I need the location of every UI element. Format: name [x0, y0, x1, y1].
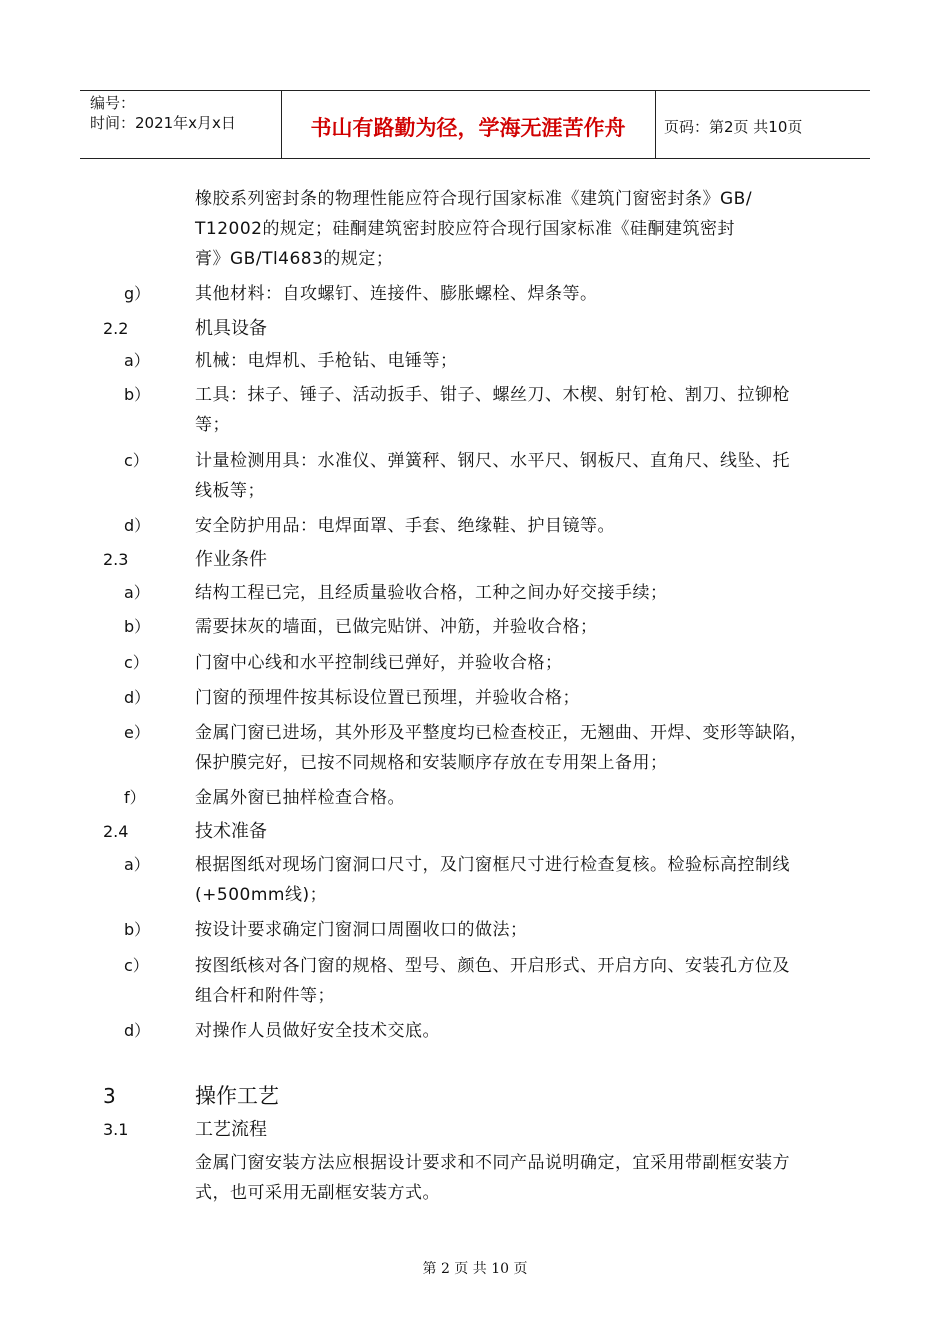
section-title: 机具设备 [195, 318, 267, 339]
section-title: 工艺流程 [195, 1119, 267, 1140]
header-left [90, 93, 236, 133]
item-label: c） [124, 653, 149, 672]
item-text: 门窗中心线和水平控制线已弹好，并验收合格； [195, 653, 563, 673]
item-text: 需要抹灰的墙面，已做完贴饼、冲筋，并验收合格； [195, 617, 598, 637]
item-label: g） [124, 284, 151, 303]
item-label: c） [124, 956, 149, 975]
item-text: (+500mm线)； [195, 885, 328, 905]
item-text: 按图纸核对各门窗的规格、型号、颜色、开启形式、开启方向、安装孔方位及 [195, 956, 790, 976]
item-label: a） [124, 855, 150, 874]
section-title: 技术准备 [195, 821, 267, 842]
paragraph-line: 金属门窗安装方法应根据设计要求和不同产品说明确定，宜采用带副框安装方 [195, 1153, 790, 1173]
item-text: 门窗的预埋件按其标设位置已预埋，并验收合格； [195, 688, 580, 708]
item-text: 安全防护用品：电焊面罩、手套、绝缘鞋、护目镜等。 [195, 516, 615, 536]
time-label: 时间：2021年x月x日 [90, 114, 236, 132]
section-number: 3.1 [103, 1120, 129, 1139]
section-title: 作业条件 [195, 549, 267, 570]
item-label: a） [124, 583, 150, 602]
item-label: e） [124, 723, 150, 742]
item-label: b） [124, 385, 151, 404]
item-text: 保护膜完好，已按不同规格和安装顺序存放在专用架上备用； [195, 753, 668, 773]
item-label: f） [124, 788, 146, 807]
paragraph-line: 式，也可采用无副框安装方式。 [195, 1183, 440, 1203]
item-label: b） [124, 617, 151, 636]
header-bottom-rule [80, 158, 870, 159]
item-text: 工具：抹子、锤子、活动扳手、钳子、螺丝刀、木楔、射钉枪、割刀、拉铆枪 [195, 385, 790, 405]
item-label: b） [124, 920, 151, 939]
number-label: 编号： [90, 94, 136, 112]
item-text: 其他材料：自攻螺钉、连接件、膨胀螺栓、焊条等。 [195, 284, 598, 304]
item-text: 金属门窗已进场，其外形及平整度均已检查校正，无翘曲、开焊、变形等缺陷， [195, 723, 808, 743]
item-label: a） [124, 351, 150, 370]
intro-line: 膏》GB/Tl4683的规定； [195, 249, 394, 269]
item-text: 组合杆和附件等； [195, 986, 335, 1006]
section-number: 2.4 [103, 822, 129, 841]
item-label: d） [124, 688, 151, 707]
item-label: d） [124, 1021, 151, 1040]
item-text: 对操作人员做好安全技术交底。 [195, 1021, 440, 1041]
item-text: 根据图纸对现场门窗洞口尺寸，及门窗框尺寸进行检查复核。检验标高控制线 [195, 855, 790, 875]
header-motto: 书山有路勤为径，学海无涯苦作舟 [310, 116, 626, 140]
section-number: 2.3 [103, 550, 129, 569]
header-page-info: 页码：第2页 共10页 [664, 118, 803, 136]
item-text: 金属外窗已抽样检查合格。 [195, 788, 405, 808]
chapter-number: 3 [103, 1084, 116, 1108]
header-top-rule [80, 90, 870, 91]
item-text: 机械：电焊机、手枪钻、电锤等； [195, 351, 458, 371]
item-label: c） [124, 451, 149, 470]
page-footer: 第 2 页 共 10 页 [422, 1261, 528, 1277]
section-number: 2.2 [103, 319, 129, 338]
item-text: 线板等； [195, 481, 265, 501]
item-text: 等； [195, 415, 230, 435]
header-divider-2 [655, 90, 656, 158]
chapter-title: 操作工艺 [195, 1084, 279, 1108]
item-label: d） [124, 516, 151, 535]
item-text: 计量检测用具：水准仪、弹簧秤、钢尺、水平尺、钢板尺、直角尺、线坠、托 [195, 451, 790, 471]
intro-line: 橡胶系列密封条的物理性能应符合现行国家标准《建筑门窗密封条》GB/ [195, 189, 753, 209]
item-text: 结构工程已完，且经质量验收合格，工种之间办好交接手续； [195, 583, 668, 603]
item-text: 按设计要求确定门窗洞口周圈收口的做法； [195, 920, 528, 940]
intro-line: T12002的规定；硅酮建筑密封胶应符合现行国家标准《硅酮建筑密封 [195, 219, 735, 239]
